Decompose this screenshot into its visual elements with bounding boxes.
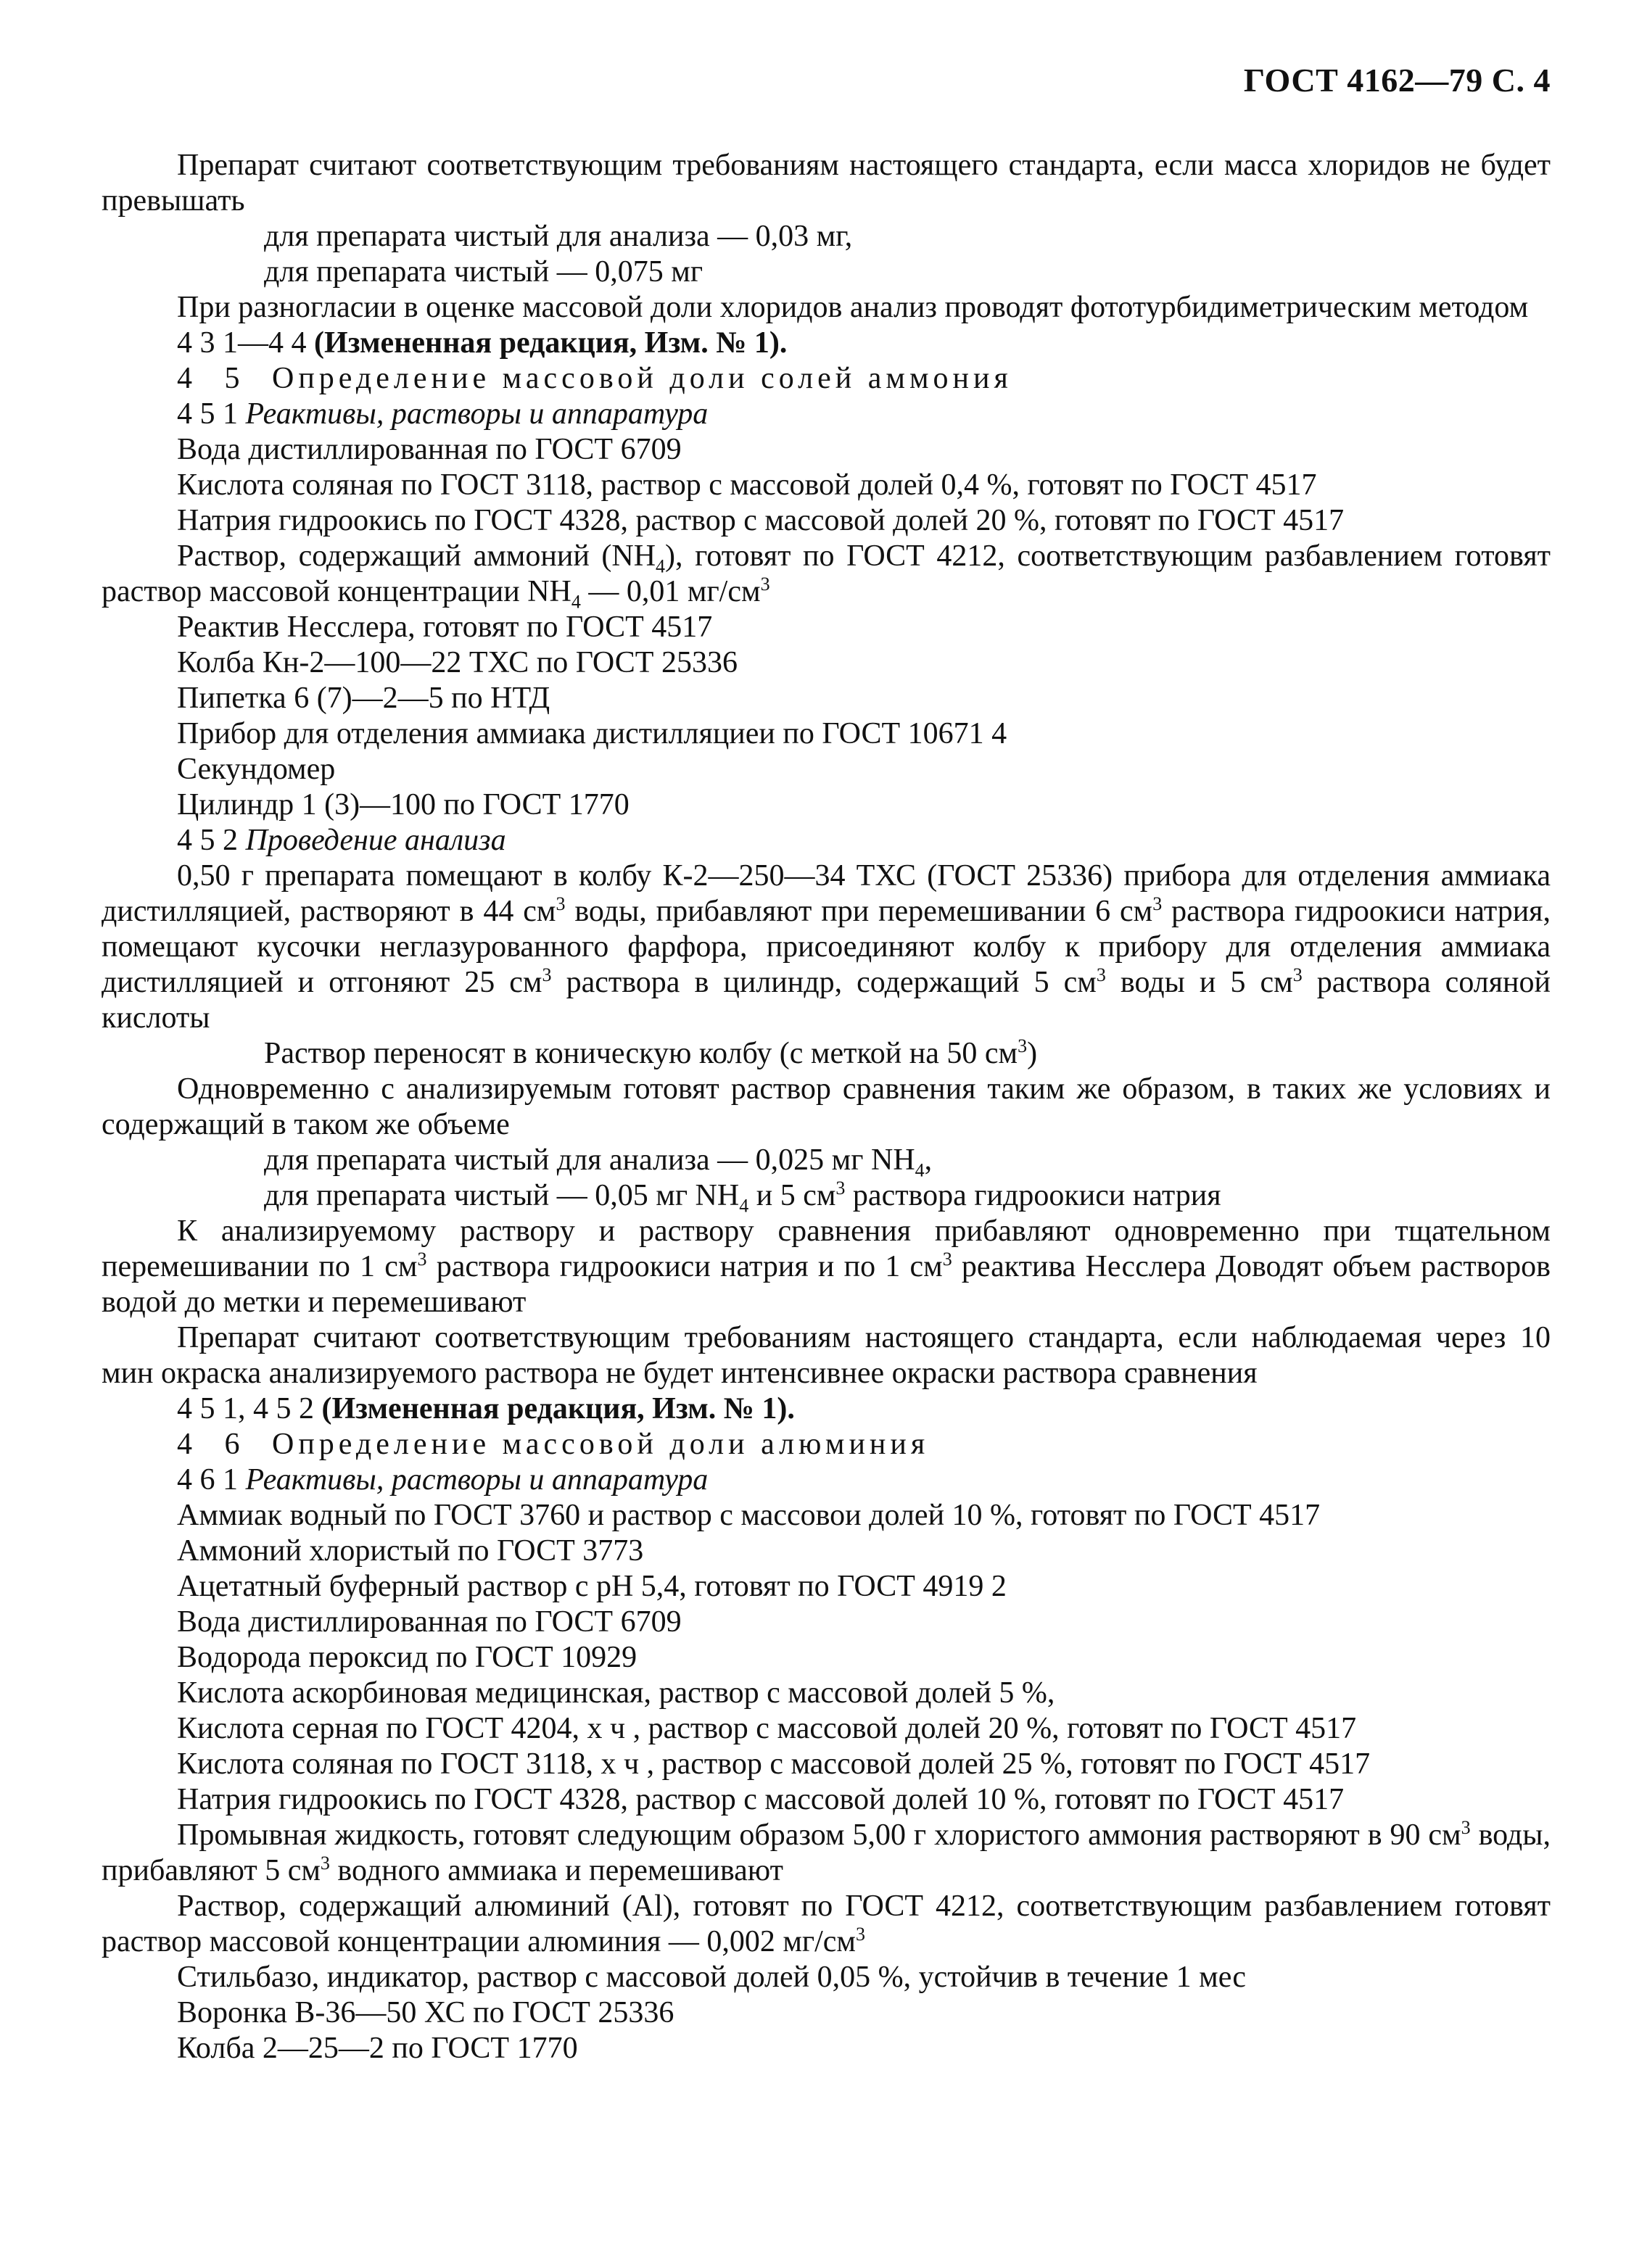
paragraph [102, 1818, 1551, 1889]
list-item: Вода дистиллированная по ГОСТ 6709 [177, 433, 682, 466]
text-run: воды и 5 см [1105, 966, 1293, 999]
text-run: К анализируемому раствору и раствору сравнения прибавляют одновременно при тщательном перемешивании по 1 см [102, 1214, 1551, 1283]
paragraph [102, 1889, 1551, 1960]
text-run: воды, прибавляют при перемешивании 6 см [565, 895, 1153, 928]
section-title: Определение массовой доли солей аммония [272, 362, 1012, 395]
superscript: 3 [320, 1853, 330, 1874]
subscript: 4 [571, 591, 581, 613]
section-heading [102, 1427, 1551, 1462]
superscript: 3 [942, 1249, 952, 1270]
subscript: 4 [915, 1159, 925, 1181]
list-item: Колба Кн-2—100—22 ТХС по ГОСТ 25336 [177, 646, 738, 679]
amendment-text: (Измененная редакция, Изм. № 1). [321, 1392, 795, 1425]
text-run: раствора соляной кислоты [102, 966, 1551, 1035]
list-item: Секундомер [177, 753, 336, 786]
paragraph [102, 1178, 1551, 1217]
paragraph [102, 1143, 1551, 1181]
superscript: 3 [1152, 893, 1163, 914]
text-run: ), готовят по ГОСТ 4212, соответствующим разбавлением готовят раствор массовой концентрации NH [102, 539, 1551, 608]
superscript: 3 [835, 1178, 846, 1199]
list-item: Цилиндр 1 (3)—100 по ГОСТ 1770 [177, 788, 630, 821]
paragraph: Препарат считают соответствующим требованиям настоящего стандарта, если наблюдаемая через 10 мин окраска анализируемого раствора не будет интенсивнее окраски раствора сравнения [102, 1321, 1551, 1390]
list-item: Водорода пероксид по ГОСТ 10929 [177, 1641, 637, 1674]
subsection-title: Реактивы, растворы и аппаратура [245, 397, 709, 431]
text-run: раствора в цилиндр, содержащий 5 см [551, 966, 1097, 999]
section-heading [102, 361, 1551, 397]
text-run: раствора гидроокиси натрия [845, 1179, 1221, 1212]
paragraph: Препарат считают соответствующим требованиям настоящего стандарта, если масса хлоридов не будет превышать [102, 149, 1551, 218]
list-item: Вода дистиллированная по ГОСТ 6709 [177, 1605, 682, 1639]
text-run: Раствор переносят в коническую колбу (с меткой на 50 см [264, 1037, 1018, 1070]
clause-number: 4 6 1 [177, 1463, 238, 1497]
paragraph: При разногласии в оценке массовой доли хлоридов анализ проводят фототурбидиметрическим методом [177, 291, 1529, 324]
paragraph [102, 539, 1551, 613]
paragraph [102, 858, 1551, 1036]
superscript: 3 [542, 964, 552, 985]
clause-number: 4 6 [177, 1428, 252, 1461]
text-run: раствора гидроокиси натрия, помещают кусочки неглазурованного фарфора, присоединяют колбу к прибору для отделения аммиака дистилляцией и отгоняют 25 см [102, 895, 1551, 999]
text-run: воды, прибавляют 5 см [102, 1818, 1551, 1887]
text-run: 0,50 г препарата помещают в колбу К-2—250—34 ТХС (ГОСТ 25336) прибора для отделения аммиака дистилляцией, растворяют в 44 см [102, 859, 1551, 928]
list-item: Кислота соляная по ГОСТ 3118, раствор с массовой долей 0,4 %, готовят по ГОСТ 4517 [177, 468, 1317, 502]
text-run: Промывная жидкость, готовят следующим образом 5,00 г хлористого аммония растворяют в 90 см [177, 1818, 1461, 1852]
text-run: ) [1027, 1037, 1038, 1070]
text-run: водного аммиака и перемешивают [329, 1854, 783, 1887]
paragraph [102, 1036, 1551, 1072]
text-run: раствора гидроокиси натрия и по 1 см [426, 1250, 943, 1283]
subscript: 4 [739, 1195, 749, 1217]
paragraph: для препарата чистый — 0,075 мг [264, 255, 703, 289]
subsection-heading [102, 397, 1551, 432]
clause-number: 4 5 2 [177, 824, 238, 857]
list-item: Кислота аскорбиновая медицинская, раствор с массовой долей 5 %, [177, 1676, 1055, 1710]
section-title: Определение массовой доли алюминия [272, 1428, 930, 1461]
list-item: Реактив Несслера, готовят по ГОСТ 4517 [177, 611, 713, 644]
amendment-note [102, 326, 1551, 361]
list-item: Аммоний хлористый по ГОСТ 3773 [177, 1534, 644, 1568]
superscript: 3 [556, 893, 566, 914]
list-item: Пипетка 6 (7)—2—5 по НТД [177, 682, 550, 715]
text-run: реактива Несслера Доводят объем растворов водой до метки и перемешивают [102, 1250, 1551, 1319]
text-run: Раствор, содержащий аммоний (NH [177, 539, 656, 573]
clause-number: 4 5 1 [177, 397, 238, 431]
superscript: 3 [1018, 1035, 1028, 1056]
document-body [102, 148, 1551, 2066]
list-item: Ацетатный буферный раствор с pH 5,4, готовят по ГОСТ 4919 2 [177, 1570, 1007, 1603]
text-run: и 5 см [748, 1179, 836, 1212]
text-run: — 0,01 мг/см [580, 575, 761, 608]
superscript: 3 [856, 1924, 866, 1945]
list-item: Кислота серная по ГОСТ 4204, х ч , раствор с массовой долей 20 %, готовят по ГОСТ 4517 [177, 1712, 1357, 1745]
text-run: для препарата чистый — 0,05 мг NH [264, 1179, 740, 1212]
paragraph [102, 1214, 1551, 1320]
superscript: 3 [417, 1249, 427, 1270]
list-item: Кислота соляная по ГОСТ 3118, х ч , раствор с массовой долей 25 %, готовят по ГОСТ 4517 [177, 1747, 1371, 1781]
paragraph: для препарата чистый для анализа — 0,03 мг, [264, 220, 853, 253]
list-item: Натрия гидроокись по ГОСТ 4328, раствор с массовой долей 20 %, готовят по ГОСТ 4517 [177, 504, 1345, 537]
superscript: 3 [1292, 964, 1303, 985]
list-item: Аммиак водный по ГОСТ 3760 и раствор с массовои долей 10 %, готовят по ГОСТ 4517 [177, 1499, 1321, 1532]
amendment-note [102, 1391, 1551, 1427]
superscript: 3 [760, 574, 770, 595]
subsection-title: Проведение анализа [245, 824, 506, 857]
list-item: Стильбазо, индикатор, раствор с массовой долей 0,05 %, устойчив в течение 1 мес [177, 1961, 1247, 1994]
amendment-text: (Измененная редакция, Изм. № 1). [314, 326, 788, 360]
clause-number: 4 5 1, 4 5 2 [177, 1392, 314, 1425]
subsection-heading [102, 1462, 1551, 1498]
subsection-title: Реактивы, растворы и аппаратура [245, 1463, 709, 1497]
text-run: для препарата чистый для анализа — 0,025 мг NH [264, 1143, 915, 1177]
superscript: 3 [1096, 964, 1106, 985]
list-item: Прибор для отделения аммиака дистилляциеи по ГОСТ 10671 4 [177, 717, 1007, 750]
page-header: ГОСТ 4162—79 С. 4 [1243, 62, 1551, 99]
clause-number: 4 5 [177, 362, 252, 395]
paragraph: Одновременно с анализируемым готовят раствор сравнения таким же образом, в таких же условиях и содержащий в таком же объеме [102, 1072, 1551, 1141]
list-item: Колба 2—25—2 по ГОСТ 1770 [177, 2032, 578, 2065]
subsection-heading [102, 823, 1551, 858]
list-item: Натрия гидроокись по ГОСТ 4328, раствор с массовой долей 10 %, готовят по ГОСТ 4517 [177, 1783, 1345, 1816]
list-item: Воронка В-36—50 ХС по ГОСТ 25336 [177, 1996, 674, 2029]
superscript: 3 [1461, 1817, 1471, 1838]
text-run: , [924, 1143, 933, 1177]
clause-number: 4 3 1—4 4 [177, 326, 307, 360]
subscript: 4 [656, 555, 666, 577]
text-run: Раствор, содержащий алюминий (Al), готовят по ГОСТ 4212, соответствующим разбавлением готовят раствор массовой концентрации алюминия — 0,002 мг/см [102, 1890, 1551, 1958]
